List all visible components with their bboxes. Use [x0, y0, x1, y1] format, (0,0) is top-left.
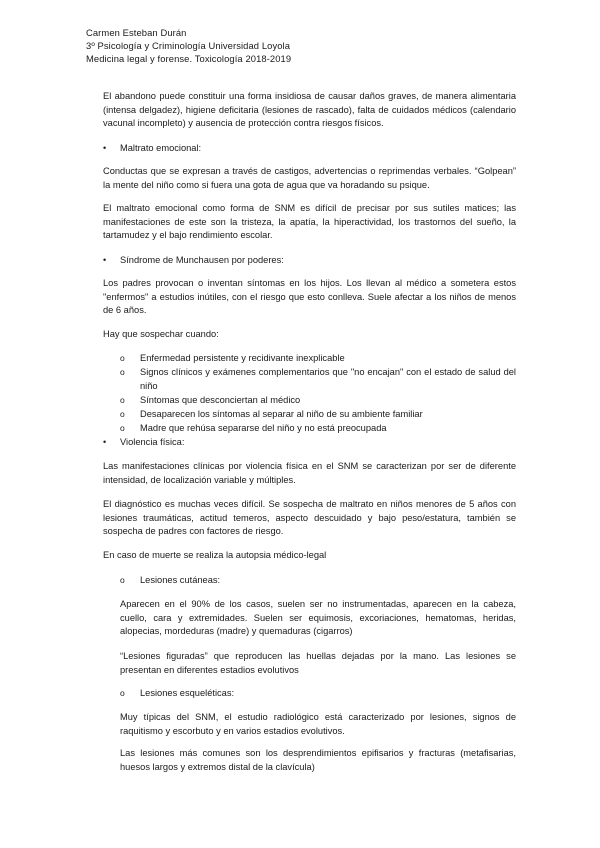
- paragraph-autopsia: En caso de muerte se realiza la autopsia médico-legal: [103, 550, 327, 560]
- paragraph-lesiones-figuradas: “Lesiones figuradas” que reproducen las huellas dejadas por la mano. Las lesiones se presentan en diferentes estadios evolutivos: [120, 651, 516, 675]
- header-course: 3º Psicología y Criminología Universidad Loyola: [86, 40, 291, 51]
- paragraph-abandono: El abandono puede constituir una forma insidiosa de causar daños graves, de manera alimentaria (intensa delgadez), higiene deficitaria (lesiones de rascado), falta de cuidados médicos (calendario vacunal incompleto) y ausencia de protección contra riesgos físicos.: [103, 91, 516, 128]
- heading-text: Lesiones esqueléticas:: [140, 688, 235, 698]
- list-item-text: Signos clínicos y exámenes complementarios que "no encajan" con el estado de salud del niño: [140, 367, 516, 391]
- bullet-marker: •: [103, 255, 107, 265]
- sub-marker: o: [120, 688, 125, 698]
- sub-marker: o: [120, 367, 125, 377]
- paragraph-tipicas: Muy típicas del SNM, el estudio radiológico está caracterizado por lesiones, signos de raquitismo y escorbuto y en varios estadios evolutivos.: [120, 712, 516, 736]
- document-header: [86, 26, 291, 65]
- list-item: [120, 366, 516, 393]
- header-subject: Medicina legal y forense. Toxicología 2018-2019: [86, 53, 292, 64]
- heading-lesiones-cutaneas: [120, 574, 516, 588]
- list-item-text: Madre que rehúsa separarse del niño y no está preocupada: [140, 423, 387, 433]
- paragraph-maltrato-emocional: El maltrato emocional como forma de SNM es difícil de precisar por sus sutiles matices; las manifestaciones de este son la tristeza, la apatía, la hiperactividad, los trastornos del sueño, la tartamudez y el bajo rendimiento escolar.: [103, 203, 516, 240]
- sub-marker: o: [120, 409, 125, 419]
- sub-marker: o: [120, 575, 125, 585]
- heading-lesiones-esqueleticas: [120, 687, 516, 701]
- paragraph-manifestaciones: Las manifestaciones clínicas por violencia física en el SNM se caracterizan por ser de diferente intensidad, de localización variable y múltiples.: [103, 461, 516, 485]
- heading-text: Maltrato emocional:: [120, 143, 202, 153]
- heading-text: Síndrome de Munchausen por poderes:: [120, 255, 284, 265]
- paragraph-sospechar: Hay que sospechar cuando:: [103, 329, 219, 339]
- paragraph-padres: Los padres provocan o inventan síntomas en los hijos. Los llevan al médico a sometera estos "enfermos" a estudios inútiles, con el riesgo que esto conlleva. Suele afectar a los niños de menos de 6 años.: [103, 278, 516, 315]
- header-author: Carmen Esteban Durán: [86, 27, 187, 38]
- heading-maltrato-emocional: [103, 142, 201, 156]
- bullet-marker: •: [103, 437, 107, 447]
- list-item: [120, 352, 516, 366]
- sub-marker: o: [120, 353, 125, 363]
- sub-marker: o: [120, 423, 125, 433]
- heading-munchausen: [103, 254, 284, 268]
- paragraph-comunes: Las lesiones más comunes son los desprendimientos epifisarios y fracturas (metafisarias, huesos largos y extremos distal de la clavícula): [120, 748, 516, 772]
- paragraph-conductas: Conductas que se expresan a través de castigos, advertencias o reprimendas verbales. “Golpean” la mente del niño como si fuera una gota de agua que va horadando su psique.: [103, 166, 516, 190]
- bullet-marker: •: [103, 143, 107, 153]
- heading-text: Lesiones cutáneas:: [140, 575, 221, 585]
- list-item: [120, 408, 516, 422]
- paragraph-aparecen: Aparecen en el 90% de los casos, suelen ser no instrumentadas, aparecen en la cabeza, cuello, cara y extremidades. Suelen ser equimosis, excoriaciones, hematomas, heridas, alopecias, mordeduras (madre) y quemaduras (cigarros): [120, 599, 516, 636]
- list-item: [120, 422, 516, 436]
- heading-violencia-fisica: [103, 436, 184, 450]
- list-item-text: Desaparecen los síntomas al separar al niño de su ambiente familiar: [140, 409, 423, 419]
- paragraph-diagnostico: El diagnóstico es muchas veces difícil. Se sospecha de maltrato en niños menores de 5 años con lesiones traumáticas, actitud temeros, aspecto descuidado y bajo peso/estatura, también se sospecha de padres con factores de riesgo.: [103, 499, 516, 536]
- list-item: [120, 394, 516, 408]
- sub-marker: o: [120, 395, 125, 405]
- list-item-text: Síntomas que desconciertan al médico: [140, 395, 301, 405]
- heading-text: Violencia física:: [120, 437, 185, 447]
- list-item-text: Enfermedad persistente y recidivante inexplicable: [140, 353, 345, 363]
